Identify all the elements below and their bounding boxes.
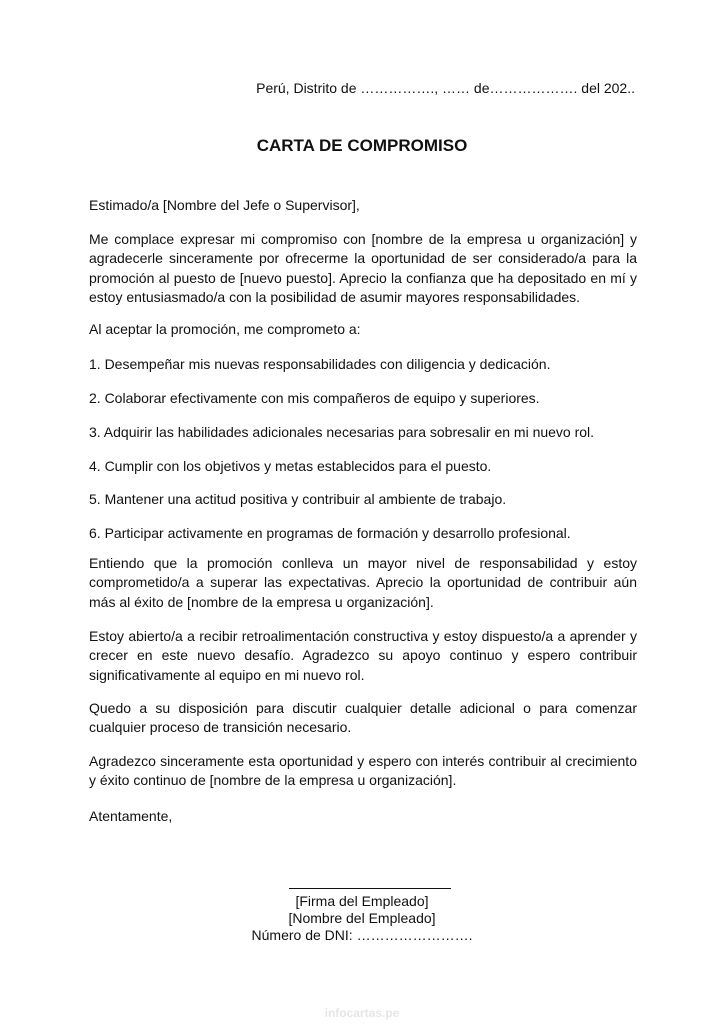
signature-dni: Número de DNI: ……………………. [251,927,473,943]
commitment-item-4: 4. Cumplir con los objetivos y metas establecidos para el puesto. [89,458,492,474]
commitment-item-1: 1. Desempeñar mis nuevas responsabilidades con diligencia y dedicación. [89,356,551,372]
thanks-paragraph: Agradezco sinceramente esta oportunidad y espero con interés contribuir al crecimiento y éxito continuo de [nombre de la empresa u organización]. [89,753,637,789]
date-line: Perú, Distrito de ……………., …… de………………. del 202.. [256,80,635,96]
intro-paragraph: Me complace expresar mi compromiso con [nombre de la empresa u organización] y agradecerle sinceramente por ofrecerme la oportunidad de ser considerado/a para la promoción al puesto de [nuevo puesto]. Aprecio la confianza que ha depositado en mí y estoy entusiasmado/a con la posibilidad de asumir mayores responsabilidades. [89,231,637,306]
commitment-lead: Al aceptar la promoción, me comprometo a: [89,321,361,337]
feedback-paragraph: Estoy abierto/a a recibir retroalimentación constructiva y estoy dispuesto/a a aprender y crecer en este nuevo desafío. Agradezco su apoyo continuo y espero contribuir significativamente al equipo en mi nuevo rol. [89,628,637,683]
commitment-item-2: 2. Colaborar efectivamente con mis compañeros de equipo y superiores. [89,390,540,406]
watermark: infocartas.pe [324,1006,400,1020]
availability-paragraph: Quedo a su disposición para discutir cualquier detalle adicional o para comenzar cualquier proceso de transición necesario. [89,700,637,736]
closing: Atentamente, [89,808,173,824]
letter-title: CARTA DE COMPROMISO [256,136,468,155]
signature-nombre: [Nombre del Empleado] [288,910,436,926]
greeting: Estimado/a [Nombre del Jefe o Supervisor], [89,197,360,213]
signature-firma: [Firma del Empleado] [295,893,429,909]
signature-line [289,888,451,889]
commitment-item-5: 5. Mantener una actitud positiva y contribuir al ambiente de trabajo. [89,491,507,507]
commitment-item-6: 6. Participar activamente en programas de formación y desarrollo profesional. [89,525,571,541]
responsibility-paragraph: Entiendo que la promoción conlleva un mayor nivel de responsabilidad y estoy comprometido/a a superar las expectativas. Aprecio la oportunidad de contribuir aún más al éxito de [nombre de la empresa u organización]. [89,555,637,610]
commitment-item-3: 3. Adquirir las habilidades adicionales necesarias para sobresalir en mi nuevo rol. [89,424,595,440]
